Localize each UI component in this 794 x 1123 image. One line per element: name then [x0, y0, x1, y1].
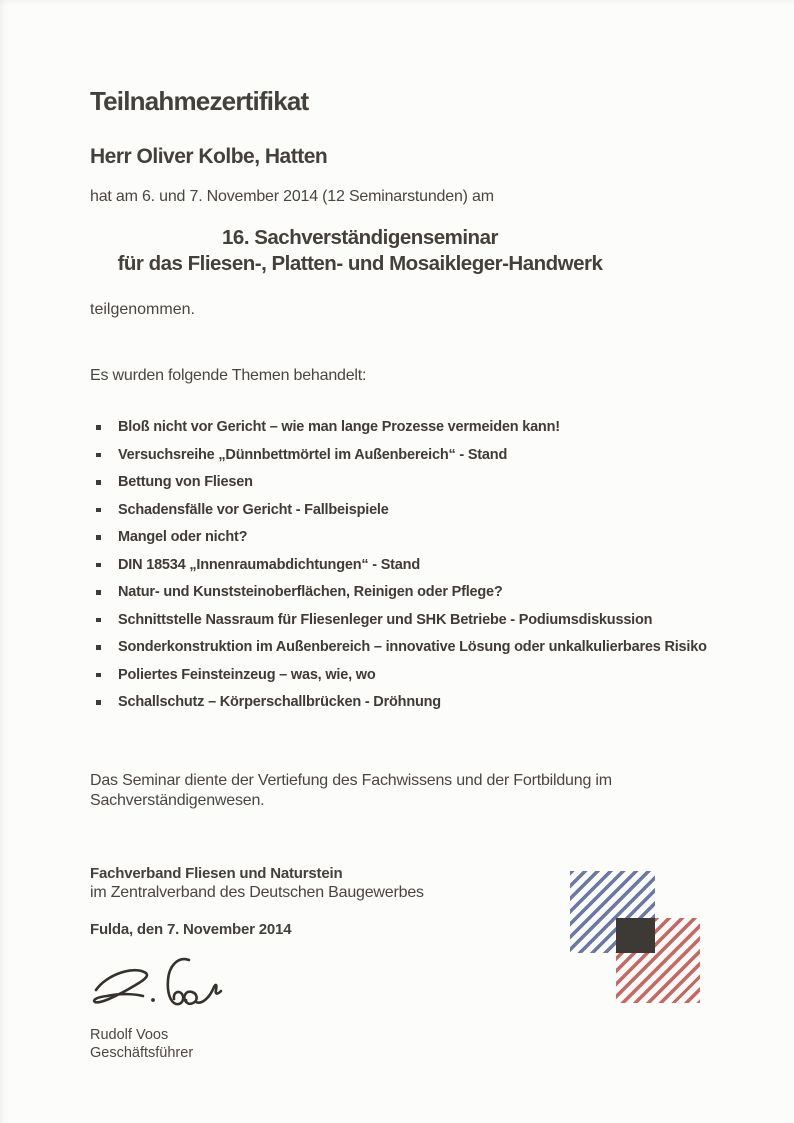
topics-list: [95, 420, 707, 723]
organization-parent: im Zentralverband des Deutschen Baugewerbes: [90, 884, 424, 901]
handwritten-signature: [82, 950, 237, 1028]
organization-name: Fachverband Fliesen und Naturstein: [90, 865, 343, 882]
topic-item: Schallschutz – Körperschallbrücken - Dröhnung: [95, 695, 707, 710]
seminar-title-line2: für das Fliesen-, Platten- und Mosaikleger-Handwerk: [117, 252, 603, 275]
closing-line1: Das Seminar diente der Vertiefung des Fachwissens und der Fortbildung im: [90, 772, 612, 789]
topic-item: Bloß nicht vor Gericht – wie man lange Prozesse vermeiden kann!: [95, 420, 707, 435]
participation-line: teilgenommen.: [90, 301, 195, 318]
recipient-name: Herr Oliver Kolbe, Hatten: [90, 145, 328, 168]
topic-item: Sonderkonstruktion im Außenbereich – innovative Lösung oder unkalkulierbares Risiko: [95, 640, 707, 655]
seminar-title: [40, 225, 680, 277]
closing-line2: Sachverständigenwesen.: [90, 791, 265, 809]
closing-paragraph: [90, 771, 612, 810]
certificate-title: Teilnahmezertifikat: [90, 86, 309, 116]
topic-item: Mangel oder nicht?: [95, 530, 707, 545]
topic-item: Natur- und Kunststeinoberflächen, Reinigen oder Pflege?: [95, 585, 707, 600]
topic-item: Bettung von Fliesen: [95, 475, 707, 490]
topics-heading: Es wurden folgende Themen behandelt:: [90, 367, 367, 384]
logo-dark-center-square: [616, 918, 655, 953]
signatory-title: Geschäftsführer: [90, 1045, 194, 1061]
intro-line: hat am 6. und 7. November 2014 (12 Seminarstunden) am: [90, 188, 494, 205]
topic-item: DIN 18534 „Innenraumabdichtungen“ - Stand: [95, 558, 707, 573]
place-and-date: Fulda, den 7. November 2014: [90, 921, 292, 938]
topic-item: Schadensfälle vor Gericht - Fallbeispiele: [95, 503, 707, 518]
seminar-title-line1: 16. Sachverständigenseminar: [222, 226, 498, 249]
topic-item: Schnittstelle Nassraum für Fliesenleger und SHK Betriebe - Podiumsdiskussion: [95, 613, 707, 628]
signatory-name: Rudolf Voos: [90, 1027, 169, 1043]
topic-item: Poliertes Feinsteinzeug – was, wie, wo: [95, 668, 707, 683]
topic-item: Versuchsreihe „Dünnbettmörtel im Außenbereich“ - Stand: [95, 448, 707, 463]
